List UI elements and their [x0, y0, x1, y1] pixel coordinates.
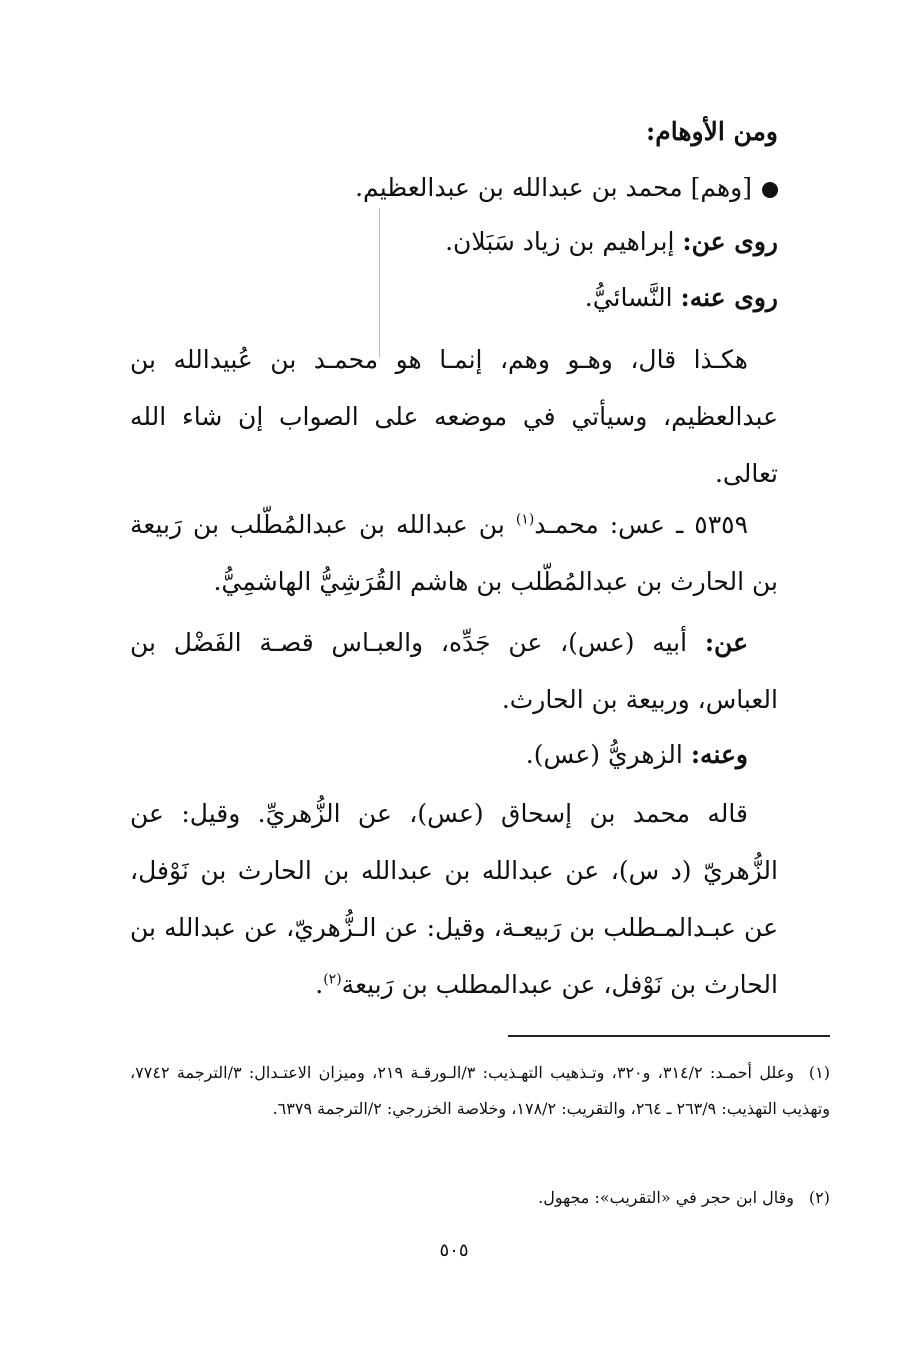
footnote-1-number: (١)	[808, 1063, 830, 1082]
wahm-entry-text: [وهم] محمد بن عبدالله بن عبدالعظيم.	[355, 173, 752, 202]
riwaya-anhu-label: روى عنه:	[680, 283, 778, 312]
riwaya-anhu-value: النَّسائيُّ.	[584, 283, 673, 312]
entry-discussion-end: .	[315, 970, 324, 999]
footnote-ref-2: (٢)	[323, 971, 342, 988]
footnote-2	[130, 1180, 830, 1216]
entry-number: ٥٣٥٩ ـ عس: محمـد	[534, 510, 749, 539]
entry-an-label: عن:	[704, 628, 749, 657]
entry-discussion	[130, 785, 778, 1013]
wahm-note: هكـذا قال، وهـو وهم، إنمـا هو محمـد بن عُبيدالله بن عبدالعظيم، وسيأتي في موضعه على الصواب إن شاء الله تعالى.	[130, 345, 778, 488]
footnote-1	[130, 1055, 830, 1127]
riwaya-an-value: إبراهيم بن زياد سَبَلان.	[445, 227, 675, 256]
footnote-2-number: (٢)	[808, 1188, 830, 1207]
bullet-icon	[762, 182, 778, 198]
footnote-1-text: وعلل أحمـد: ٣١٤/٢، و٣٢٠، وتـذهيب التهـذيب: ٣/الـورقـة ٢١٩، وميزان الاعتـدال: ٣/الترجمة ٧٧٤٢، وتهذيب التهذيب: ٢٦٣/٩ ـ ٢٦٤، والتقريب: ١٧٨/٢، وخلاصة الخزرجي: ٢/الترجمة ٦٣٧٩.	[130, 1063, 830, 1118]
riwaya-an-line	[130, 226, 778, 258]
entry-anhu-label: وعنه:	[690, 740, 748, 769]
entry-discussion-text: قاله محمد بن إسحاق (عس)، عن الزُّهريِّ. وقيل: عن الزُّهريّ (د س)، عن عبدالله بن عبدالله بن الحارث بن نَوْفل، عن عبـدالمـطلب بن رَبيعـة، وقيل: عن الـزُّهريّ، عن عبدالله بن الحارث بن نَوْفل، عن عبدالمطلب بن رَبيعة	[130, 799, 778, 999]
entry-name: بن عبدالله بن عبدالمُطّلب بن رَبيعة بن الحارث بن عبدالمُطّلب بن هاشم القُرَشِيُّ الهاشمِيُّ.	[130, 510, 778, 596]
page-number: ٥٠٥	[439, 1240, 469, 1261]
wahm-entry-line	[130, 172, 778, 204]
entry-an-paragraph	[130, 614, 778, 728]
footnote-ref-1: (١)	[515, 511, 535, 528]
riwaya-anhu-line	[130, 282, 778, 314]
entry-anhu-line	[130, 739, 778, 771]
footnote-divider	[508, 1035, 830, 1037]
entry-5359-header	[130, 496, 778, 610]
section-heading: ومن الأوهام:	[646, 117, 778, 146]
entry-anhu-value: الزهريُّ (عس).	[525, 740, 683, 769]
footnote-2-text: وقال ابن حجر في «التقريب»: مجهول.	[538, 1188, 794, 1207]
entry-an-value: أبيه (عس)، عن جَدِّه، والعبـاس قصـة الفَضْل بن العباس، وربيعة بن الحارث.	[130, 628, 778, 714]
riwaya-an-label: روى عن:	[682, 227, 778, 256]
